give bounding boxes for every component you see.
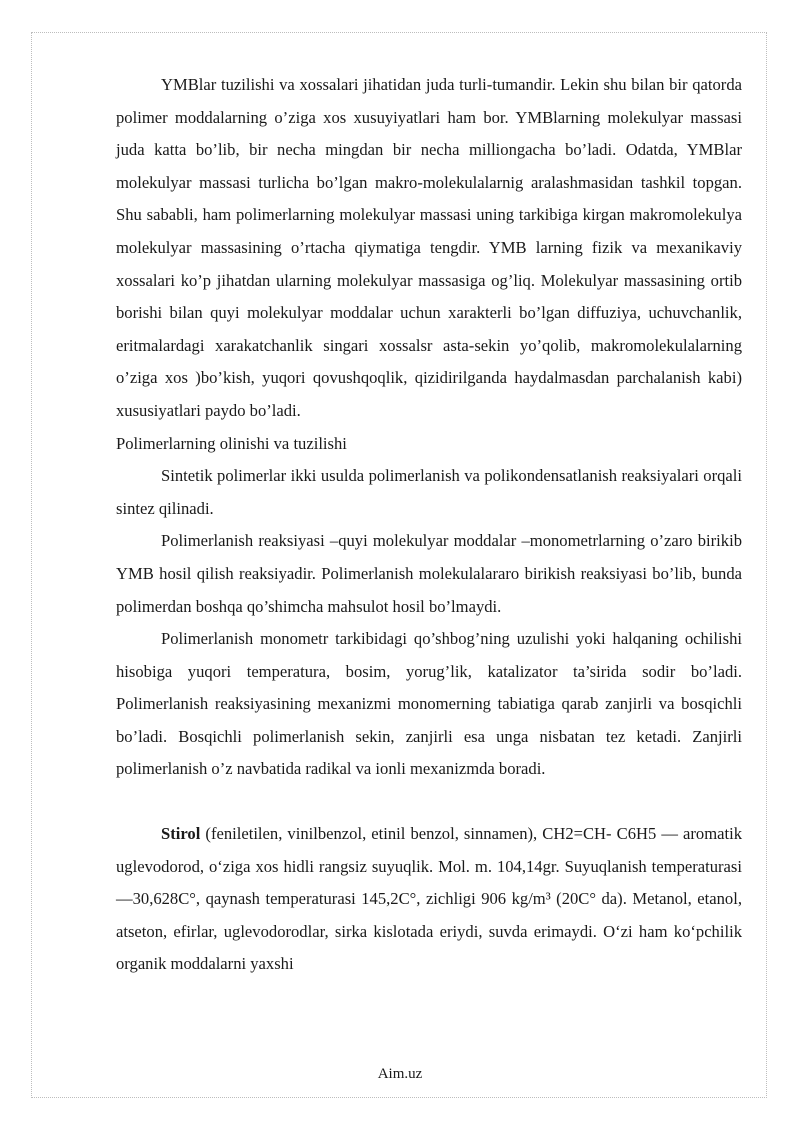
paragraph-synthesis-methods: Sintetik polimerlar ikki usulda polimerlanish va polikondensatlanish reaksiyalari orqali sintez qilinadi. [116, 466, 742, 518]
styrene-description: (feniletilen, vinilbenzol, etinil benzol, sinnamen), CH2=CH- C6H5 — aromatik uglevodorod, oʻziga xos hidli rangsiz suyuqlik. Mol. m. 104,14gr. Suyuqlanish temperaturasi —30,628C°, qaynash temperaturasi 145,2C°, zichligi 906 kg/m³ (20C° da). Metanol, etanol, atseton, efirlar, uglevodorodlar, sirka kislotada eriydi, suvda erimaydi. Oʻzi ham koʻpchilik organik moddalarni yaxshi [116, 824, 742, 974]
paragraph-styrene [116, 818, 742, 981]
paragraph-ymb-properties: YMBlar tuzilishi va xossalari jihatidan juda turli-tumandir. Lekin shu bilan bir qatorda polimer moddalarning o’ziga xos xusuyiyatlari ham bor. YMBlarning molekulyar massasi juda katta bo’lib, bir necha mingdan bir necha milliongacha bo’ladi. Odatda, YMBlar molekulyar massasi turlicha bo’lgan makro-molekulalarnig aralashmasidan tashkil topgan. Shu sababli, ham polimerlarning molekulyar massasi uning tarkibiga kirgan makromolekulya molekulyar massasining o’rtacha qiymatiga tengdir. YMB larning fizik va mexanikaviy xossalari ko’p jihatdan ularning molekulyar massasiga og’liq. Molekulyar massasining ortib borishi bilan quyi molekulyar moddalar uchun xarakterli bo’lgan diffuziya, uchuvchanlik, eritmalardagi xarakatchanlik singari xossalsr asta-sekin yo’qolib, makromolekulalarning o’ziga xos )bo’kish, yuqori qovushqoqlik, qizidirilganda haydalmasdan parchalanish kabi) xususiyatlari paydo bo’ladi. [116, 75, 742, 420]
paragraph-polymerization-mechanism: Polimerlanish monometr tarkibidagi qo’shbog’ning uzulishi yoki halqaning ochilishi hisobiga yuqori temperatura, bosim, yorug’lik, katalizator ta’sirida sodir bo’ladi. Polimerlanish reaksiyasining mexanizmi monomerning tabiatiga qarab zanjirli va bosqichli bo’ladi. Bosqichli polimerlanish sekin, zanjirli esa unga nisbatan tez ketadi. Zanjirli polimerlanish o’z navbatida radikal va ionli mexanizmda boradi. [116, 629, 742, 779]
section-heading: Polimerlarning olinishi va tuzilishi [116, 433, 347, 453]
page-footer: Aim.uz [377, 1066, 423, 1082]
paragraph-polymerization-definition: Polimerlanish reaksiyasi –quyi molekulyar moddalar –monometrlarning o’zaro birikib YMB hosil qilish reaksiyadir. Polimerlanish molekulalararo birikish reaksiyasi bo’lib, bunda polimerdan boshqa qo’shimcha mahsulot hosil bo’lmaydi. [116, 531, 742, 616]
document-body [116, 69, 742, 981]
styrene-term: Stirol [161, 824, 201, 844]
paragraph-spacer [116, 786, 742, 818]
